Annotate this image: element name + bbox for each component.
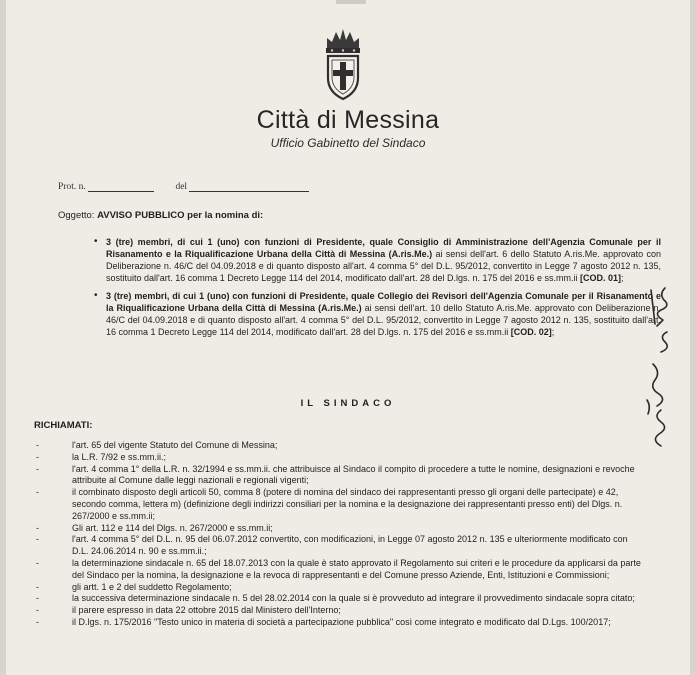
section-title: IL SINDACO <box>300 398 396 409</box>
subject-label: Oggetto: <box>58 210 95 221</box>
recitals-list <box>34 440 644 629</box>
city-crest-icon <box>321 26 365 102</box>
subject-text: AVVISO PUBBLICO per la nomina di: <box>97 210 264 221</box>
document-page <box>6 0 690 675</box>
recital-item: - il combinato disposto degli articoli 50, comma 8 (potere di nomina del sindaco dei rappresentanti presso gli organi delle partecipate) e 42, secondo comma, lettera m) (definizione degli indirizzi consiliari per la nomina e la designazione dei rappresentanti presso enti) del Dlgs. n. 267/2000 e ss.mm.ii; <box>34 487 644 522</box>
paper-mark <box>336 0 366 4</box>
city-name: Città di Messina <box>256 106 440 134</box>
nomination-body: ai sensi dell'art. 10 dello Statuto A.ris.Me. approvato con Deliberazione n. 46/C del 04.09.2018 e di quanto disposto all'art. 4 comma 5° del D.L. 95/2012, convertito in Legge 7 agosto 2012 n. 135, sostituito dall'art. 16 comma 1 Decreto Legge 114 del 2014, modificato dall'art. 28 del D.lgs. n. 175 del 2016 e ss.mm.ii <box>106 303 661 337</box>
nomination-title: 3 (tre) membri, di cui 1 (uno) con funzioni di Presidente, quale Collegio dei Revisori dell'Agenzia Comunale per il Risanamento e la Riqualificazione Urbana della Città di Messina (A.ris.Me.) <box>106 291 661 313</box>
recital-item: - la successiva determinazione sindacale n. 5 del 28.02.2014 con la quale si è provveduto ad integrare il provvedimento sindacale sopra citato; <box>34 593 644 605</box>
nomination-body: ai sensi dell'art. 6 dello Statuto A.ris.Me. approvato con Deliberazione n. 46/C del 04.09.2018 e di quanto disposto all'art. 4 comma 5° del D.L. 95/2012, convertito in Legge 7 agosto 2012 n. 135, sostituito dall'art. 16 comma 1 Decreto Legge 114 del 2014, modificato dall'art. 28 del D.lgs. n. 175 del 2016 e ss.mm.ii <box>106 249 662 283</box>
nomination-item <box>106 290 661 338</box>
recital-item: - la L.R. 7/92 e ss.mm.ii.; <box>34 452 644 464</box>
prot-date-blank <box>189 181 309 192</box>
recital-item: - l'art. 4 comma 1° della L.R. n. 32/1994 e ss.mm.ii. che attribuisce al Sindaco il compito di procedere a tutte le nomine, designazioni e revoche attribuite al Comune dalle leggi nazionali e regionali vigenti; <box>34 464 644 488</box>
recital-item: - il parere espresso in data 22 ottobre 2015 dal Ministero dell'Interno; <box>34 605 644 617</box>
subject-line <box>58 210 263 221</box>
office-name: Ufficio Gabinetto del Sindaco <box>270 136 426 150</box>
del-label: del <box>175 182 188 192</box>
handwritten-signature <box>631 280 681 450</box>
recital-item: - l'art. 65 del vigente Statuto del Comune di Messina; <box>34 440 644 452</box>
richiamati-label: RICHIAMATI: <box>34 420 93 431</box>
recital-item: - la determinazione sindacale n. 65 del 18.07.2013 con la quale è stato approvato il Regolamento sui criteri e le procedure da applicarsi da parte del Sindaco per la nomina, la designazione e la revoca di rappresentanti e del Comune presso Aziende, Enti, Istituzioni e Commissioni; <box>34 558 644 582</box>
prot-number-blank <box>88 181 154 192</box>
nomination-title: 3 (tre) membri, di cui 1 (uno) con funzioni di Presidente, quale Consiglio di Amministrazione dell'Agenzia Comunale per il Risanamento e la Riqualificazione Urbana della Città di Messina (A.ris.Me.) <box>106 237 661 259</box>
nomination-end: ; <box>621 273 624 283</box>
prot-label: Prot. n. <box>58 182 86 192</box>
protocol-line <box>58 181 309 192</box>
recital-item: - il D.lgs. n. 175/2016 "Testo unico in materia di società a partecipazione pubblica" così come integrato e modificato dal D.Lgs. 100/2017; <box>34 617 644 629</box>
nomination-item <box>106 236 661 284</box>
recital-item: - l'art. 4 comma 5° del D.L. n. 95 del 06.07.2012 convertito, con modificazioni, in Legge 07 agosto 2012 n. 135 e ulteriormente modificato con D.L. 24.06.2014 n. 90 e ss.mm.ii.; <box>34 534 644 558</box>
recital-item: - gli artt. 1 e 2 del suddetto Regolamento; <box>34 582 644 594</box>
nomination-code: [COD. 01] <box>580 273 622 283</box>
nomination-list <box>106 236 661 344</box>
nomination-code: [COD. 02] <box>510 327 552 337</box>
nomination-end: ; <box>551 327 555 337</box>
recital-item: - Gli art. 112 e 114 del Dlgs. n. 267/2000 e ss.mm.ii; <box>34 523 644 535</box>
